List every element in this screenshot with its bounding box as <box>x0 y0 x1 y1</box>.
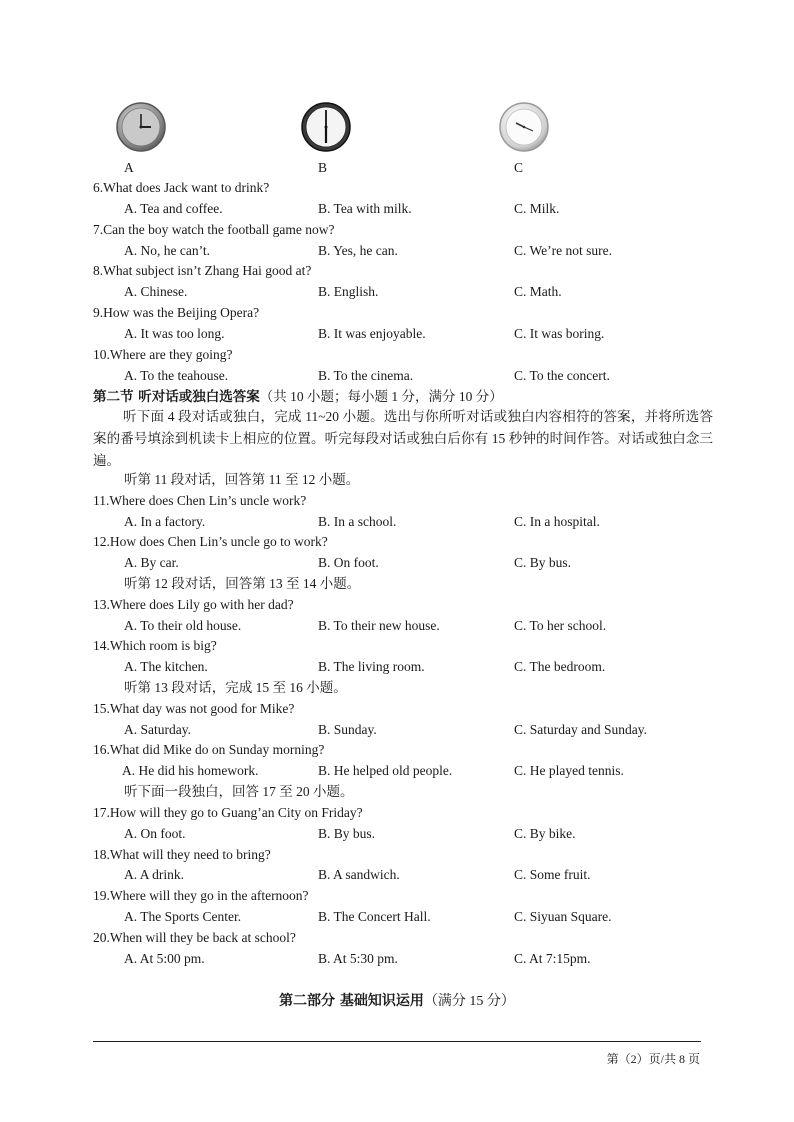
answer-row: A. He did his homework. B. He helped old people. C. He played tennis. <box>122 763 624 778</box>
page-number: 第（2）页/共 8 页 <box>606 1052 700 1066</box>
footer-divider <box>93 1041 701 1042</box>
answer-row: A. The kitchen. B. The living room. C. The bedroom. <box>124 659 606 674</box>
section-instruction: 听下面 4 段对话或独白，完成 11~20 小题。选出与你所听对话或独白内容相符的答案，并将所选答案的番号填涂到机读卡上相应的位置。听完每段对话或独白后你有 15 秒钟的时间作答。对话或独白念三遍。 <box>93 409 713 468</box>
answer-row: A. At 5:00 pm. B. At 5:30 pm. C. At 7:15pm. <box>124 951 591 966</box>
listen-instruction: 听第 11 段对话，回答第 11 至 12 小题。 <box>124 472 360 487</box>
question: 20.When will they be back at school? <box>93 930 296 945</box>
question: 18.What will they need to bring? <box>93 847 271 862</box>
answer-row: A. The Sports Center. B. The Concert Hall. C. Siyuan Square. <box>124 909 612 924</box>
question: 9.How was the Beijing Opera? <box>93 305 260 320</box>
clock-option-label: A <box>124 160 134 175</box>
answer-row: A. In a factory. B. In a school. C. In a hospital. <box>124 514 600 529</box>
listen-instruction: 听第 13 段对话，完成 15 至 16 小题。 <box>124 680 347 695</box>
question: 13.Where does Lily go with her dad? <box>93 597 294 612</box>
section-title: 第二节 听对话或独白选答案 <box>93 389 260 405</box>
answer-row: A. To their old house. B. To their new house. C. To her school. <box>124 618 607 633</box>
answer-row: A. Tea and coffee. B. Tea with milk. C. Milk. <box>124 201 560 216</box>
section-score: （共 10 小题；每小题 1 分，满分 10 分） <box>259 389 503 404</box>
question: 15.What day was not good for Mike? <box>93 701 295 716</box>
clock-icon <box>114 101 168 153</box>
question: 11.Where does Chen Lin’s uncle work? <box>93 493 307 508</box>
question: 17.How will they go to Guang’an City on Friday? <box>93 805 363 820</box>
answer-row: A. By car. B. On foot. C. By bus. <box>124 555 572 570</box>
question: 8.What subject isn’t Zhang Hai good at? <box>93 263 312 278</box>
clock-option-label: C <box>514 160 524 175</box>
part-score: （满分 15 分） <box>423 994 515 1009</box>
question: 16.What did Mike do on Sunday morning? <box>93 742 325 757</box>
answer-row: A. A drink. B. A sandwich. C. Some fruit. <box>124 867 591 882</box>
part-heading <box>0 990 794 1010</box>
listen-instruction: 听下面一段独白，回答 17 至 20 小题。 <box>124 784 354 799</box>
clock-icon <box>497 101 551 153</box>
answer-row: A. On foot. B. By bus. C. By bike. <box>124 826 576 841</box>
question: 19.Where will they go in the afternoon? <box>93 888 309 903</box>
answer-row: A. It was too long. B. It was enjoyable. C. It was boring. <box>124 326 605 341</box>
question: 6.What does Jack want to drink? <box>93 180 270 195</box>
part-title: 第二部分 基础知识运用 <box>279 993 424 1009</box>
question: 14.Which room is big? <box>93 638 217 653</box>
answer-row: A. Chinese. B. English. C. Math. <box>124 284 562 299</box>
question: 10.Where are they going? <box>93 347 233 362</box>
clock-option-label: B <box>318 160 328 175</box>
section-heading <box>0 387 794 407</box>
question: 7.Can the boy watch the football game now? <box>93 222 335 237</box>
answer-row: A. No, he can’t. B. Yes, he can. C. We’re not sure. <box>124 243 613 258</box>
answer-row: A. Saturday. B. Sunday. C. Saturday and Sunday. <box>124 722 647 737</box>
listen-instruction: 听第 12 段对话，回答第 13 至 14 小题。 <box>124 576 361 591</box>
clock-icon <box>299 101 353 153</box>
answer-row: A. To the teahouse. B. To the cinema. C. To the concert. <box>124 368 610 383</box>
question: 12.How does Chen Lin’s uncle go to work? <box>93 534 328 549</box>
